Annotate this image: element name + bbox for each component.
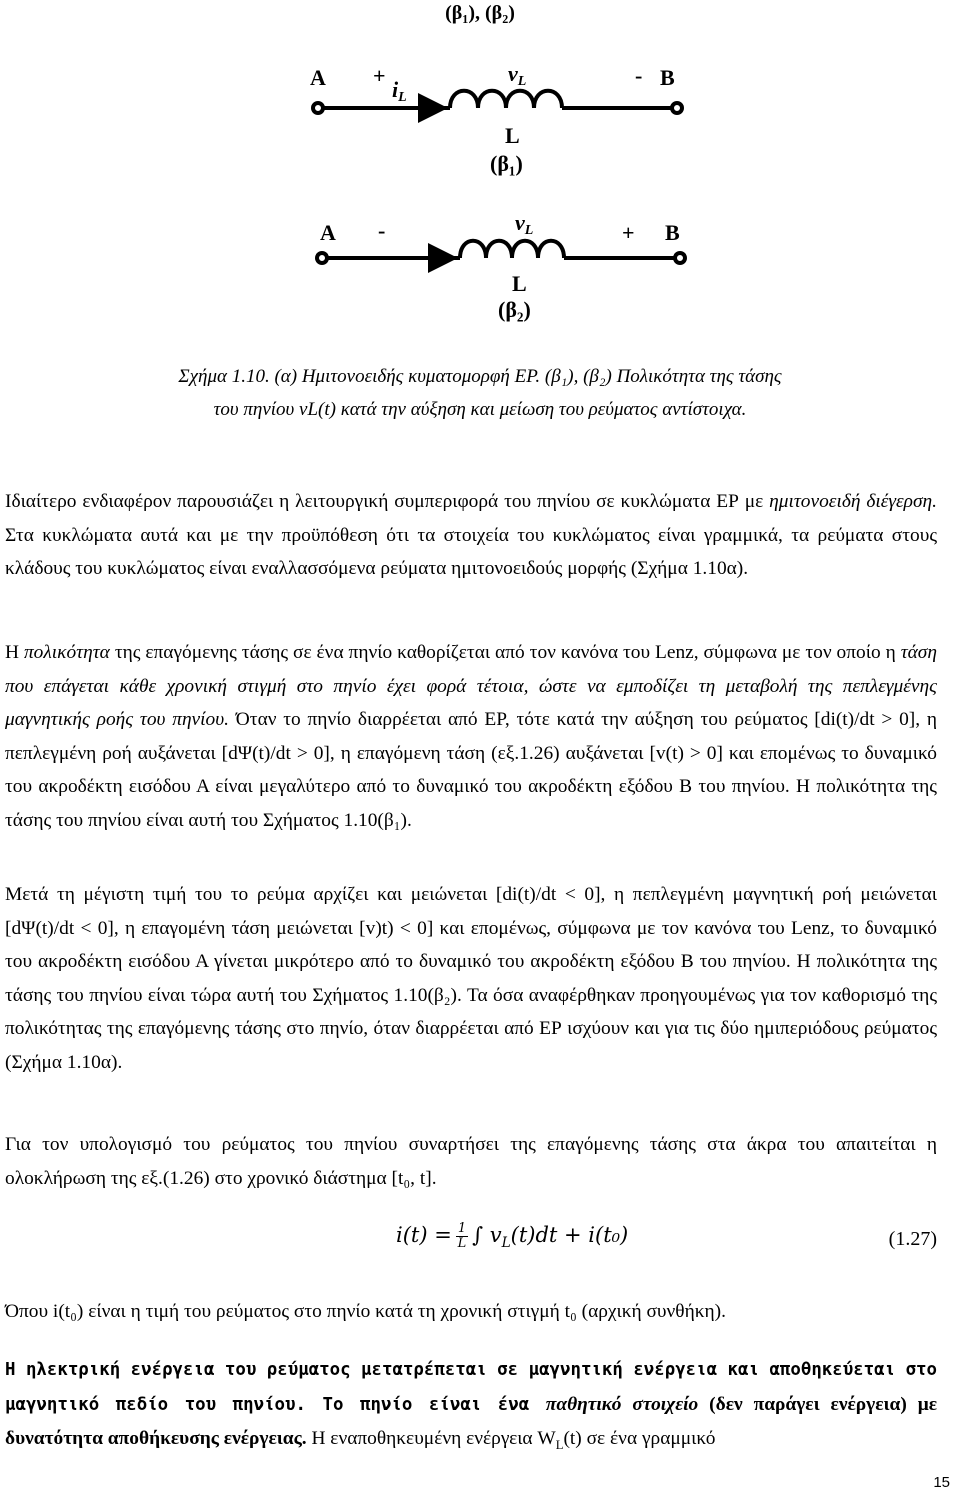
p6-sub: L bbox=[555, 1437, 564, 1452]
p1-text-c: Στα κυκλώματα αυτά και με την προϋπόθεση ότι τα στοιχεία του κυκλώματος είναι γραμμικά, τα ρεύματα στους κλάδους του κυκλώματος είναι εναλλασσόμενα ρεύματα ημιτονοειδούς μορφής (Σχήμα 1.10α). bbox=[5, 524, 937, 579]
p2-text-c: της επαγόμενης τάσης σε ένα πηνίο καθορίζεται από τον κανόνα του Lenz, σύμφωνα με τον οποίο η bbox=[109, 642, 901, 663]
page-heading: (β₁), (β₂) bbox=[445, 2, 515, 24]
eq-rhs-sub: L bbox=[501, 1235, 511, 1252]
inductor-polarity-figure bbox=[300, 55, 700, 345]
p2-italic-lenz: τάση που επάγεται κάθε χρονική στιγμή στο πηνίο έχει φορά τέτοια, ώστε να εμποδίζει τη μεταβολή της πεπλεγμένης μαγνητικής ροής του πηνίου. bbox=[5, 642, 937, 730]
caption-line-2: του πηνίου vL(t) κατά την αύξηση και μείωση του ρεύματος αντίστοιχα. bbox=[213, 399, 747, 420]
paragraph-4: Για τον υπολογισμό του ρεύματος του πηνίου συναρτήσει της επαγόμενης τάσης στα άκρα του απαιτείται η ολοκλήρωση της εξ.(1.26) στο χρονικό διάστημα [t₀, t]. bbox=[5, 1134, 937, 1189]
b2-minus-sign: - bbox=[378, 218, 386, 243]
b2-figure-label: (β₂) bbox=[498, 297, 531, 322]
b1-voltage-label: vL bbox=[508, 61, 527, 89]
b1-inductor-label: L bbox=[505, 123, 520, 148]
figure-caption bbox=[60, 360, 900, 426]
p2-text-a: Η bbox=[5, 642, 24, 663]
b2-plus-sign: + bbox=[622, 220, 635, 245]
b1-current-label: iL bbox=[392, 77, 407, 105]
eq-rhs: ∫ v bbox=[472, 1223, 502, 1247]
equation-body bbox=[396, 1222, 628, 1251]
eq-lhs: i(t) = bbox=[396, 1223, 452, 1247]
equation-1-27 bbox=[0, 1222, 960, 1262]
p2-italic-polarity: πολικότητα bbox=[23, 642, 110, 663]
p6-bold-italic: παθητικό στοιχείο bbox=[545, 1393, 699, 1415]
p6-bold-c: (δεν παράγει ενέργεια) με δυνατότητα αποθήκευσης ενέργειας. bbox=[5, 1393, 937, 1449]
paragraph-5: Όπου i(t₀) είναι η τιμή του ρεύματος στο πηνίο κατά τη χρονική στιγμή t₀ (αρχική συνθήκη). bbox=[5, 1301, 726, 1322]
paragraph-1 bbox=[5, 485, 937, 586]
b1-terminal-b: B bbox=[660, 65, 675, 90]
b1-circuit bbox=[313, 91, 682, 113]
eq-frac-den: L bbox=[457, 1236, 467, 1251]
caption-line-1: Σχήμα 1.10. (α) Ημιτονοειδής κυματομορφή ΕΡ. (β₁), (β₂) Πολικότητα της τάσης bbox=[178, 366, 782, 387]
paragraph-2 bbox=[5, 636, 937, 837]
b2-inductor-label: L bbox=[512, 271, 527, 296]
paragraph-6 bbox=[5, 1353, 937, 1456]
b2-terminal-b: B bbox=[665, 220, 680, 245]
paragraph-3: Μετά τη μέγιστη τιμή του το ρεύμα αρχίζει και μειώνεται [di(t)/dt < 0], η πεπλεγμένη μαγνητική ροή μειώνεται [dΨ(t)/dt < 0], η επαγομένη τάση μειώνεται [v)t) < 0] και επομένως, σύμφωνα με τον κανόνα του Lenz, το δυναμικό του ακροδέκτη εισόδου Α γίνεται μικρότερο από το δυναμικό του ακροδέκτη εξόδου Β του πηνίου. Η πολικότητα της τάσης του πηνίου είναι τώρα αυτή του Σχήματος 1.10(β₂). Τα όσα αναφέρθηκαν προηγουμένως για τον καθορισμό της πολικότητας της επαγόμενης τάσης στο πηνίο, όταν διαρρέεται από ΕΡ ισχύουν και για τις δύο ημιπεριόδους ρεύματος (Σχήμα 1.10α). bbox=[5, 884, 937, 1073]
b1-figure-label: (β₁) bbox=[490, 151, 523, 176]
b2-terminal-a: A bbox=[320, 220, 336, 245]
p1-text-a: Ιδιαίτερο ενδιαφέρον παρουσιάζει η λειτουργική συμπεριφορά του πηνίου σε κυκλώματα ΕΡ με bbox=[5, 491, 770, 512]
p1-italic: ημιτονοειδή διέγερση. bbox=[769, 491, 937, 512]
p6-bold-a: Η ηλεκτρική ενέργεια του ρεύματος μετατρέπεται σε μαγνητική ενέργεια και αποθηκεύεται στο μαγνητικό πεδίο του πηνίου. Το πηνίο είναι ένα bbox=[5, 1360, 937, 1415]
eq-rhs-tail: (t)dt + i(t₀) bbox=[510, 1223, 629, 1247]
b2-voltage-label: vL bbox=[515, 210, 534, 238]
eq-fraction bbox=[456, 1222, 468, 1251]
b1-terminal-a: A bbox=[310, 65, 326, 90]
b1-plus-sign: + bbox=[373, 63, 386, 88]
p2-text-e: Όταν το πηνίο διαρρέεται από ΕΡ, τότε κατά την αύξηση του ρεύματος [di(t)/dt > 0], η πεπλεγμένη ροή αυξάνεται [dΨ(t)/dt > 0], η επαγόμενη τάση (εξ.1.26) αυξάνεται [v(t) > 0] και επομένως το δυναμικό του ακροδέκτη εισόδου Α είναι μεγαλύτερο από το δυναμικό του ακροδέκτη εξόδου Β του πηνίου. Η πολικότητα της τάσης του πηνίου είναι αυτή του Σχήματος 1.10(β₁). bbox=[5, 709, 937, 831]
b1-minus-sign: - bbox=[635, 63, 643, 88]
p6-text-e: (t) σε ένα γραμμικό bbox=[563, 1428, 716, 1449]
equation-number: (1.27) bbox=[888, 1228, 937, 1250]
p6-text-d: Η εναποθηκευμένη ενέργεια W bbox=[306, 1428, 556, 1449]
eq-frac-num: 1 bbox=[457, 1221, 467, 1236]
page-number: 15 bbox=[933, 1474, 950, 1491]
